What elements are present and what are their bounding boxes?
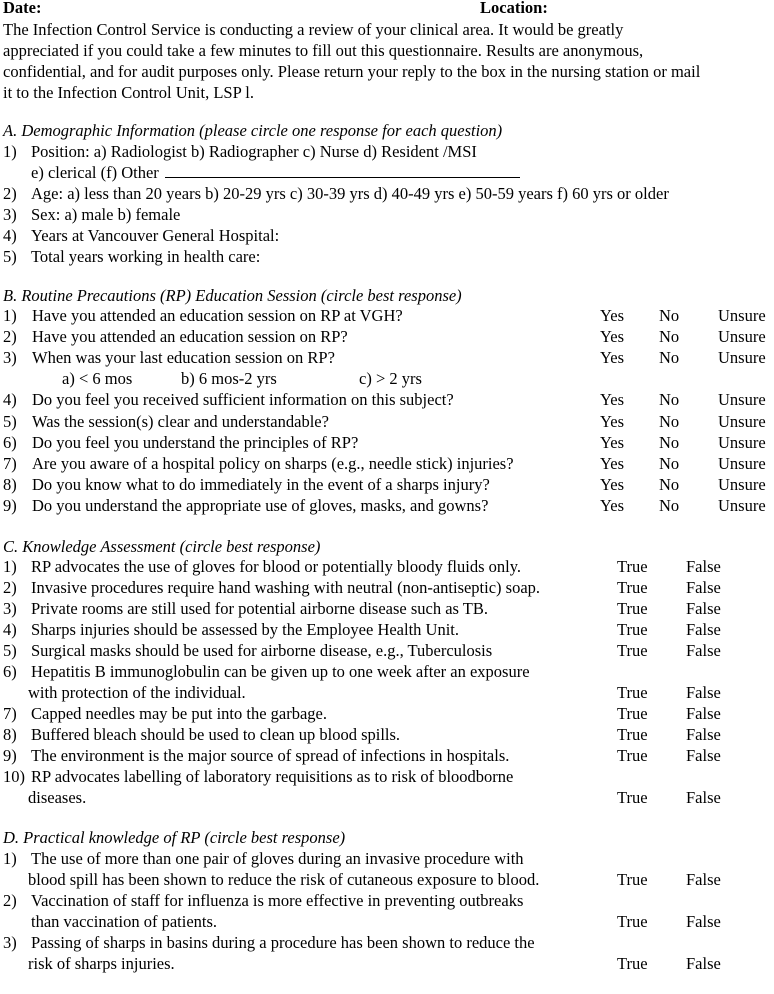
question-number: 3) (3, 348, 17, 367)
question-text: Position: a) Radiologist b) Radiographer c) Nurse d) Resident /MSI (31, 142, 477, 161)
question-number: 8) (3, 475, 17, 494)
question-text: Do you feel you received sufficient information on this subject? (32, 390, 454, 409)
answer-yes[interactable]: Yes (600, 433, 625, 452)
question-text: Capped needles may be put into the garbage. (31, 704, 327, 723)
question-text: Sex: a) male b) female (31, 205, 181, 224)
question-number: 2) (3, 184, 17, 203)
question-number: 1) (3, 557, 17, 576)
question-number: 3) (3, 933, 17, 952)
answer-false[interactable]: False (686, 599, 721, 618)
answer-yes[interactable]: Yes (600, 454, 625, 473)
answer-6-mos-2-yrs[interactable]: b) 6 mos-2 yrs (181, 369, 277, 388)
question-c6 (3, 662, 773, 682)
answer-true[interactable]: True (617, 954, 648, 973)
question-d3 (3, 933, 773, 953)
answer-true[interactable]: True (617, 578, 648, 597)
question-text: The environment is the major source of spread of infections in hospitals. (31, 746, 510, 765)
answer-unsure[interactable]: Unsure (718, 390, 766, 409)
question-number: 3) (3, 599, 17, 618)
answer-yes[interactable]: Yes (600, 475, 625, 494)
question-number: 1) (3, 306, 17, 325)
answer-no[interactable]: No (659, 454, 680, 473)
question-c4 (3, 620, 773, 640)
answer-false[interactable]: False (686, 912, 721, 931)
question-number: 9) (3, 496, 17, 515)
question-c5 (3, 641, 773, 661)
question-text: The use of more than one pair of gloves during an invasive procedure with (31, 849, 524, 868)
question-a3 (3, 205, 181, 225)
question-b3 (3, 348, 773, 368)
question-number: 2) (3, 891, 17, 910)
question-c10 (3, 767, 773, 787)
question-text: with protection of the individual. (28, 683, 246, 702)
question-text: Private rooms are still used for potential airborne disease such as TB. (31, 599, 488, 618)
answer-yes[interactable]: Yes (600, 306, 625, 325)
answer-false[interactable]: False (686, 641, 721, 660)
question-number: 4) (3, 620, 17, 639)
answer-true[interactable]: True (617, 870, 648, 889)
question-c1 (3, 557, 773, 577)
answer-yes[interactable]: Yes (600, 348, 625, 367)
answer-no[interactable]: No (659, 412, 680, 431)
answer-yes[interactable]: Yes (600, 390, 625, 409)
question-text: risk of sharps injuries. (28, 954, 175, 973)
question-text: Have you attended an education session on RP at VGH? (32, 306, 403, 325)
answer-no[interactable]: No (659, 496, 680, 515)
answer-no[interactable]: No (659, 390, 680, 409)
question-a1-continuation (31, 163, 520, 183)
question-text: Surgical masks should be used for airborne disease, e.g., Tuberculosis (31, 641, 493, 660)
answer-yes[interactable]: Yes (600, 327, 625, 346)
question-d2 (3, 891, 773, 911)
answer-no[interactable]: No (659, 475, 680, 494)
question-text: e) clerical (f) Other (31, 163, 159, 182)
answer-true[interactable]: True (617, 912, 648, 931)
answer-no[interactable]: No (659, 306, 680, 325)
question-number: 5) (3, 412, 17, 431)
answer-unsure[interactable]: Unsure (718, 433, 766, 452)
question-b9 (3, 496, 773, 516)
question-b1 (3, 306, 773, 326)
question-text: Invasive procedures require hand washing with neutral (non-antiseptic) soap. (31, 578, 541, 597)
question-text: Buffered bleach should be used to clean up blood spills. (31, 725, 401, 744)
question-b4 (3, 390, 773, 410)
question-number: 8) (3, 725, 17, 744)
question-text: blood spill has been shown to reduce the risk of cutaneous exposure to blood. (28, 870, 540, 889)
question-c2 (3, 578, 773, 598)
question-text: Hepatitis B immunoglobulin can be given up to one week after an exposure (31, 662, 530, 681)
question-number: 9) (3, 746, 17, 765)
answer-no[interactable]: No (659, 327, 680, 346)
answer-yes[interactable]: Yes (600, 496, 625, 515)
question-text: When was your last education session on RP? (32, 348, 335, 367)
answer-unsure[interactable]: Unsure (718, 475, 766, 494)
answer-true[interactable]: True (617, 704, 648, 723)
question-text: Are you aware of a hospital policy on sharps (e.g., needle stick) injuries? (32, 454, 514, 473)
answer-unsure[interactable]: Unsure (718, 496, 766, 515)
answer-true[interactable]: True (617, 746, 648, 765)
question-number: 6) (3, 433, 17, 452)
answer-true[interactable]: True (617, 683, 648, 702)
question-number: 2) (3, 327, 17, 346)
question-d1 (3, 849, 773, 869)
question-text: Total years working in health care: (31, 247, 261, 266)
question-number: 10) (3, 767, 25, 786)
question-c7 (3, 704, 773, 724)
intro-line: confidential, and for audit purposes only. Please return your reply to the box in the nursing station or mail (3, 62, 701, 81)
question-text: diseases. (28, 788, 87, 807)
answer-false[interactable]: False (686, 788, 721, 807)
question-text: Do you feel you understand the principles of RP? (32, 433, 359, 452)
answer-true[interactable]: True (617, 599, 648, 618)
answer-unsure[interactable]: Unsure (718, 327, 766, 346)
question-text: RP advocates the use of gloves for blood or potentially bloody fluids only. (31, 557, 522, 576)
question-number: 7) (3, 454, 17, 473)
answer-unsure[interactable]: Unsure (718, 412, 766, 431)
question-number: 2) (3, 578, 17, 597)
question-text: Do you understand the appropriate use of gloves, masks, and gowns? (32, 496, 489, 515)
answer-false[interactable]: False (686, 557, 721, 576)
answer-true[interactable]: True (617, 641, 648, 660)
question-number: 4) (3, 390, 17, 409)
intro-line: The Infection Control Service is conducting a review of your clinical area. It would be greatly (3, 20, 624, 39)
question-number: 5) (3, 247, 17, 266)
question-number: 1) (3, 849, 17, 868)
question-text: than vaccination of patients. (31, 912, 218, 931)
section-b-title: B. Routine Precautions (RP) Education Session (circle best response) (3, 286, 462, 305)
answer-false[interactable]: False (686, 578, 721, 597)
question-number: 4) (3, 226, 17, 245)
question-b7 (3, 454, 773, 474)
question-b8 (3, 475, 773, 495)
question-c9 (3, 746, 773, 766)
answer-no[interactable]: No (659, 348, 680, 367)
question-a1 (3, 142, 477, 162)
question-number: 7) (3, 704, 17, 723)
section-d-title: D. Practical knowledge of RP (circle best response) (3, 828, 346, 847)
answer-true[interactable]: True (617, 788, 648, 807)
question-text: Vaccination of staff for influenza is more effective in preventing outbreaks (31, 891, 524, 910)
answer-false[interactable]: False (686, 870, 721, 889)
question-c8 (3, 725, 773, 745)
question-b5 (3, 412, 773, 432)
question-text: Have you attended an education session on RP? (32, 327, 348, 346)
other-blank-line[interactable] (165, 163, 520, 178)
answer-under-6-mos[interactable]: a) < 6 mos (62, 369, 133, 388)
question-b6 (3, 433, 773, 453)
intro-line: it to the Infection Control Unit, LSP l. (3, 83, 254, 102)
question-number: 3) (3, 205, 17, 224)
answer-yes[interactable]: Yes (600, 412, 625, 431)
question-b2 (3, 327, 773, 347)
question-c3 (3, 599, 773, 619)
question-text: Passing of sharps in basins during a procedure has been shown to reduce the (31, 933, 535, 952)
answer-true[interactable]: True (617, 620, 648, 639)
question-a4 (3, 226, 280, 246)
answer-true[interactable]: True (617, 557, 648, 576)
question-number: 1) (3, 142, 17, 161)
answer-unsure[interactable]: Unsure (718, 454, 766, 473)
question-text: Years at Vancouver General Hospital: (31, 226, 280, 245)
answer-false[interactable]: False (686, 746, 721, 765)
answer-false[interactable]: False (686, 725, 721, 744)
answer-over-2-yrs[interactable]: c) > 2 yrs (359, 369, 422, 388)
question-text: Age: a) less than 20 years b) 20-29 yrs c) 30-39 yrs d) 40-49 yrs e) 50-59 years f) 60 yrs or older (31, 184, 669, 203)
answer-false[interactable]: False (686, 704, 721, 723)
answer-unsure[interactable]: Unsure (718, 306, 766, 325)
answer-false[interactable]: False (686, 683, 721, 702)
section-a-title: A. Demographic Information (please circle one response for each question) (3, 121, 503, 140)
question-text: RP advocates labelling of laboratory requisitions as to risk of bloodborne (31, 767, 514, 786)
section-c-title: C. Knowledge Assessment (circle best response) (3, 537, 321, 556)
answer-false[interactable]: False (686, 954, 721, 973)
intro-line: appreciated if you could take a few minutes to fill out this questionnaire. Results are anonymous, (3, 41, 644, 60)
answer-false[interactable]: False (686, 620, 721, 639)
date-label: Date: (3, 0, 42, 17)
question-text: Do you know what to do immediately in the event of a sharps injury? (32, 475, 490, 494)
answer-no[interactable]: No (659, 433, 680, 452)
question-number: 5) (3, 641, 17, 660)
question-text: Was the session(s) clear and understandable? (32, 412, 329, 431)
question-number: 6) (3, 662, 17, 681)
question-a5 (3, 247, 261, 267)
answer-unsure[interactable]: Unsure (718, 348, 766, 367)
location-label: Location: (480, 0, 548, 17)
question-a2 (3, 184, 669, 204)
question-text: Sharps injuries should be assessed by the Employee Health Unit. (31, 620, 460, 639)
answer-true[interactable]: True (617, 725, 648, 744)
